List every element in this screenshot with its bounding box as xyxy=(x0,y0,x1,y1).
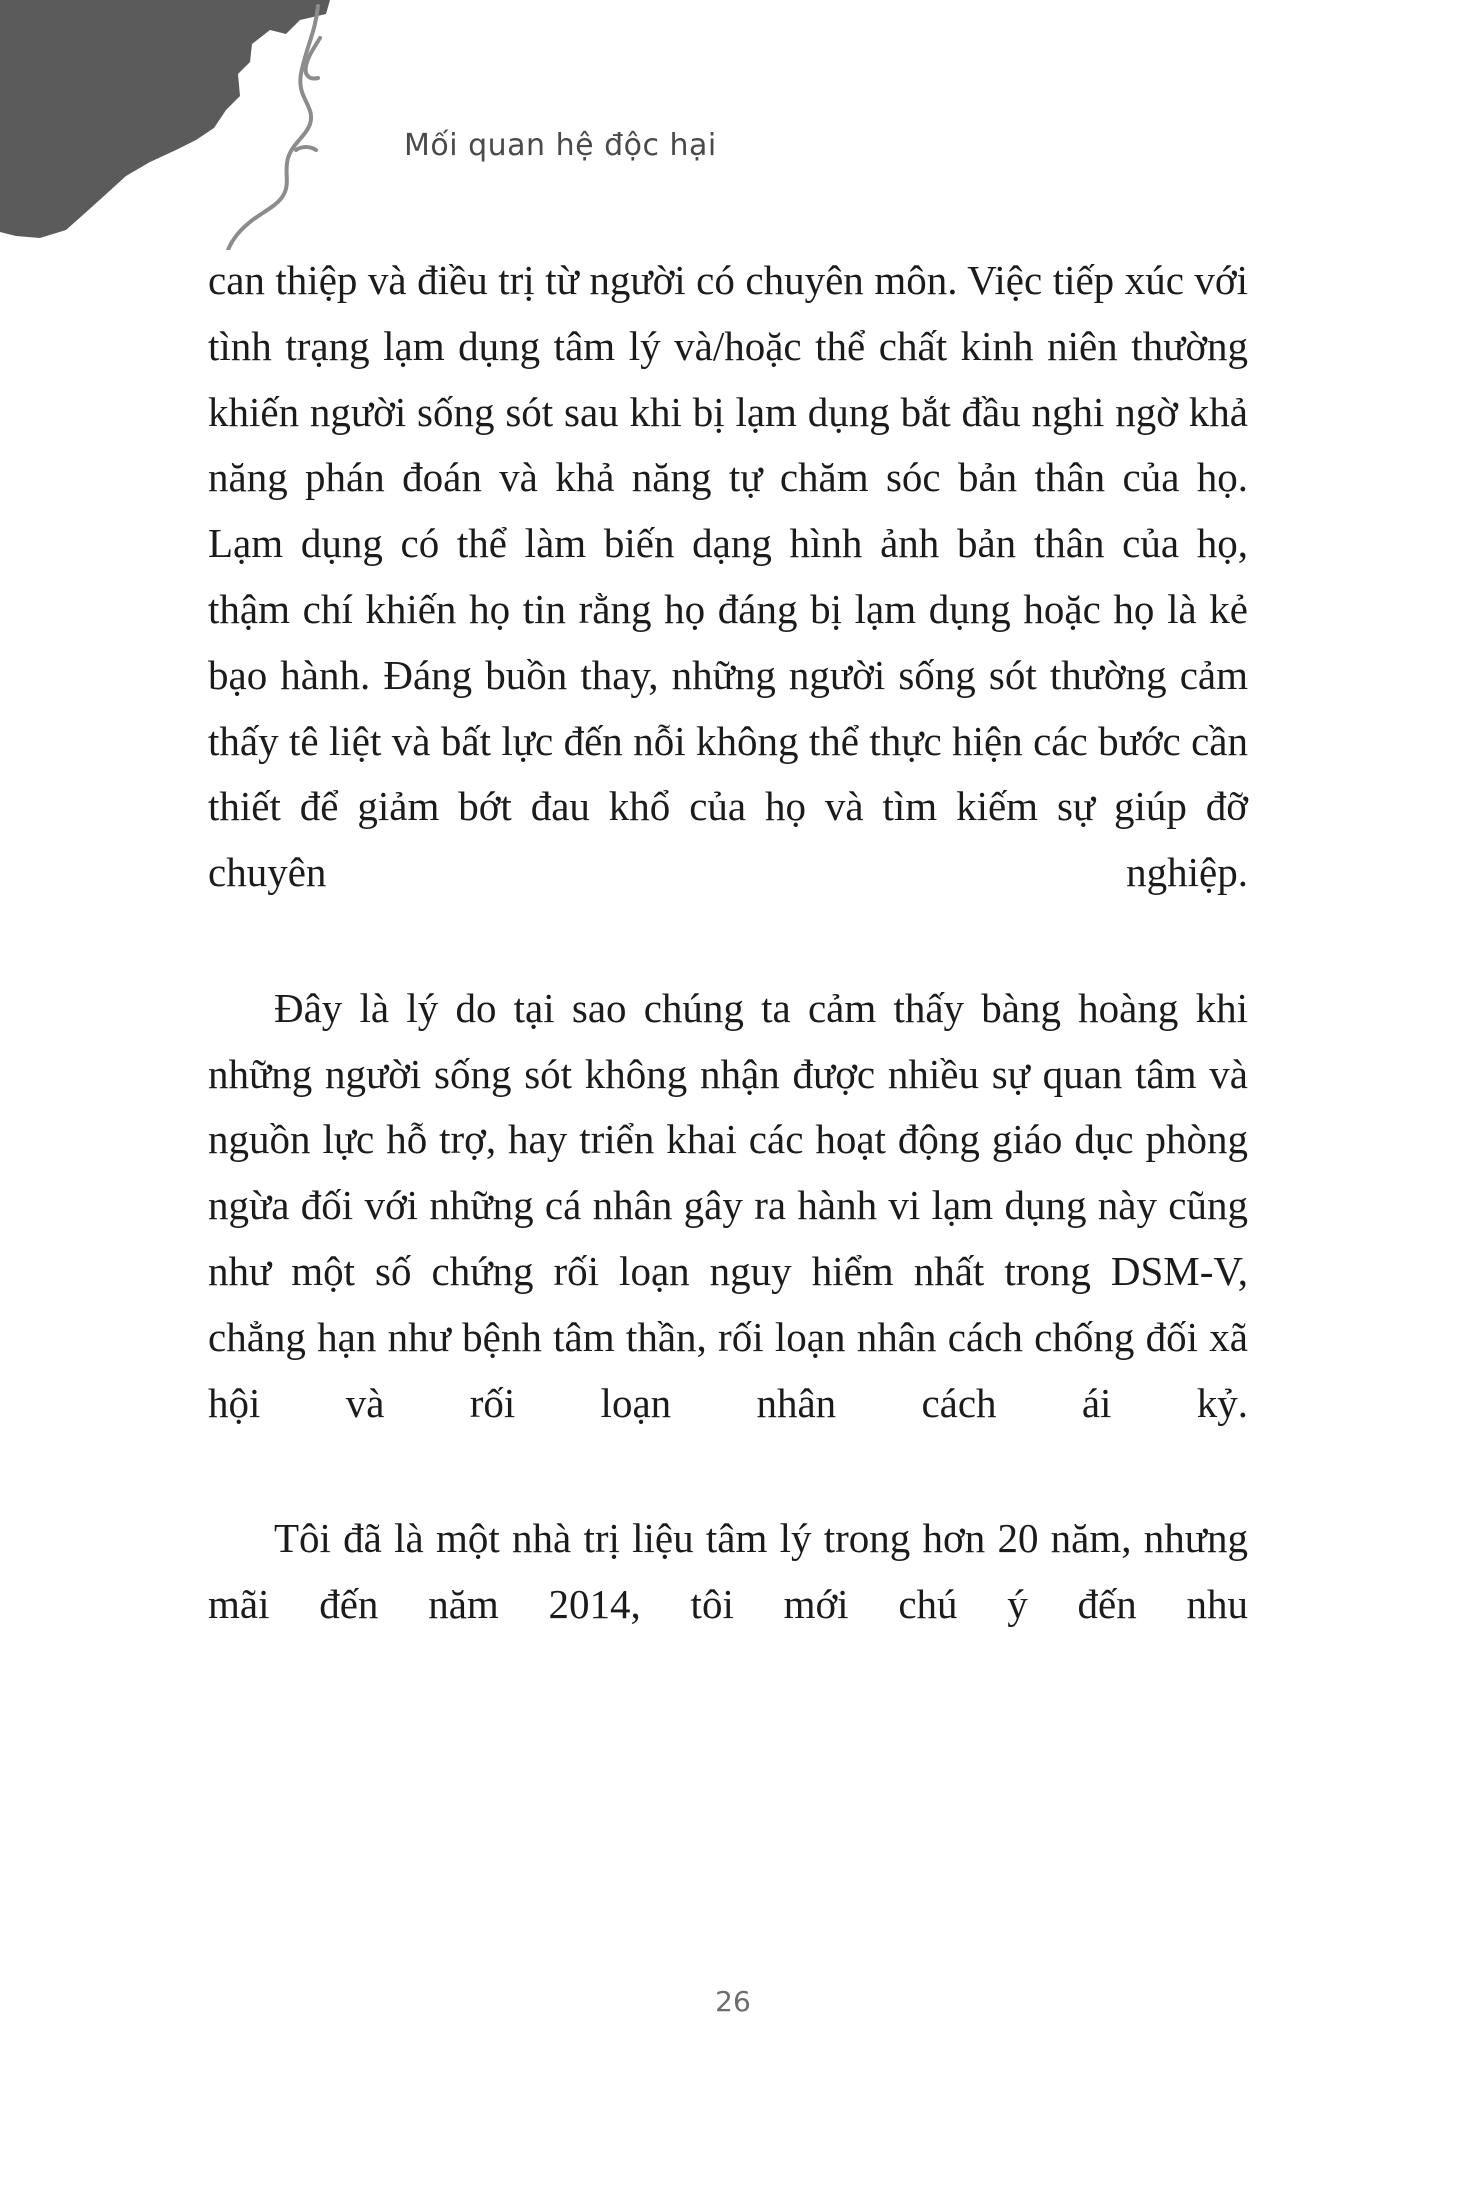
running-head: Mối quan hệ độc hại xyxy=(404,128,717,163)
paragraph: Tôi đã là một nhà trị liệu tâm lý trong hơn 20 năm, nhưng mãi đến năm 2014, tôi mới chú ý đến nhu xyxy=(208,1515,1248,1627)
paragraph: can thiệp và điều trị từ người có chuyên môn. Việc tiếp xúc với tình trạng lạm dụng tâm lý và/hoặc thể chất kinh niên thường khiến người sống sót sau khi bị lạm dụng bắt đầu nghi ngờ khả năng phán đoán và khả năng tự chăm sóc bản thân của họ. Lạm dụng có thể làm biến dạng hình ảnh bản thân của họ, thậm chí khiến họ tin rằng họ đáng bị lạm dụng hoặc họ là kẻ bạo hành. Đáng buồn thay, những người sống sót thường cảm thấy tê liệt và bất lực đến nỗi không thể thực hiện các bước cần thiết để giảm bớt đau khổ của họ và tìm kiếm sự giúp đỡ chuyên nghiệp. xyxy=(208,257,1248,896)
paragraph: Đây là lý do tại sao chúng ta cảm thấy bàng hoàng khi những người sống sót không nhận được nhiều sự quan tâm và nguồn lực hỗ trợ, hay triển khai các hoạt động giáo dục phòng ngừa đối với những cá nhân gây ra hành vi lạm dụng này cũng như một số chứng rối loạn nguy hiểm nhất trong DSM-V, chẳng hạn như bệnh tâm thần, rối loạn nhân cách chống đối xã hội và rối loạn nhân cách ái kỷ. xyxy=(208,984,1248,1426)
page-number: 26 xyxy=(715,1985,751,2018)
face-profile-silhouette-icon xyxy=(0,0,380,250)
body-text-column xyxy=(208,248,1248,1708)
